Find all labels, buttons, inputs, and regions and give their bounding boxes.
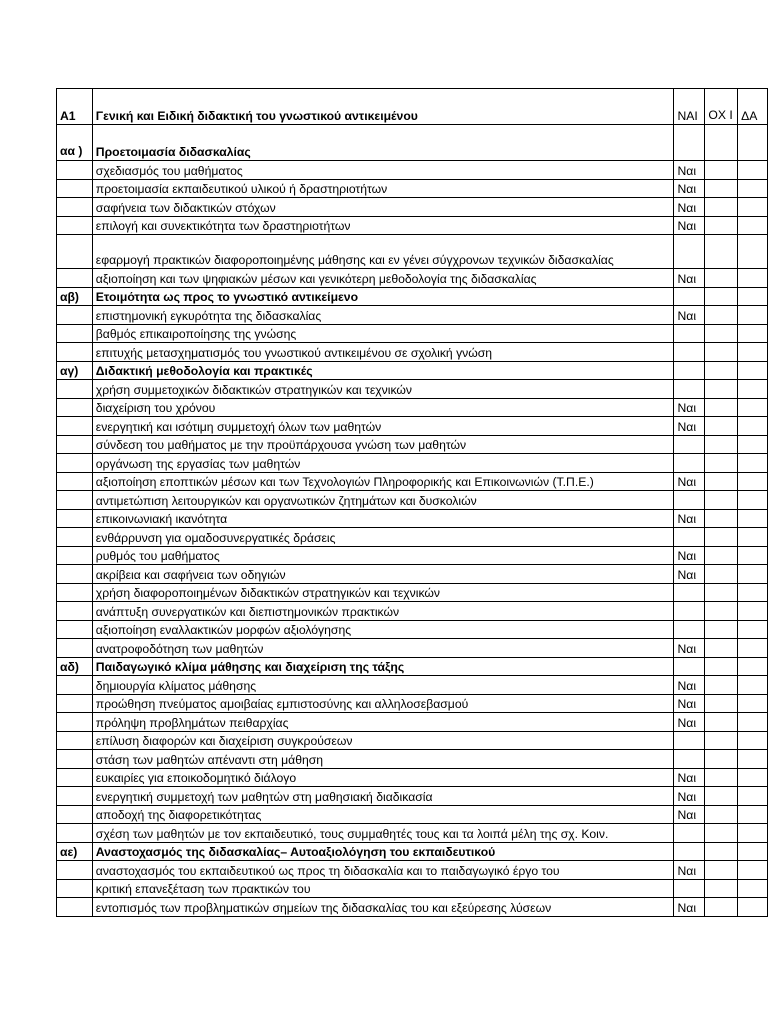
answer-no [705,343,738,362]
table-row [57,491,768,510]
answer-no [705,528,738,547]
answer-na [738,398,768,417]
row-id [57,235,93,269]
criterion-text: διαχείριση του χρόνου [92,398,674,417]
table-row [57,768,768,787]
answer-no [705,216,738,235]
criterion-text: εφαρμογή πρακτικών διαφοροποιημένης μάθησης και εν γένει σύγχρονων τεχνικών διδασκαλίας [92,235,674,269]
row-id [57,472,93,491]
answer-yes [674,361,705,380]
answer-na [738,269,768,288]
answer-no [705,657,738,676]
criterion-text: στάση των μαθητών απέναντι στη μάθηση [92,750,674,769]
criterion-text: προώθηση πνεύματος αμοιβαίας εμπιστοσύνης και αλληλοσεβασμού [92,694,674,713]
answer-no [705,676,738,695]
answer-yes: Ναι [674,417,705,436]
answer-na [738,528,768,547]
answer-na [738,161,768,180]
answer-yes: Ναι [674,694,705,713]
table-row [57,731,768,750]
answer-yes: Ναι [674,472,705,491]
criterion-text: κριτική επανεξέταση των πρακτικών του [92,879,674,898]
row-id [57,565,93,584]
criterion-text: ενεργητική συμμετοχή των μαθητών στη μαθησιακή διαδικασία [92,787,674,806]
row-id [57,380,93,399]
answer-yes: Ναι [674,161,705,180]
criterion-text: επίλυση διαφορών και διαχείριση συγκρούσεων [92,731,674,750]
answer-yes: Ναι [674,198,705,217]
answer-no [705,509,738,528]
answer-no [705,491,738,510]
table-row [57,750,768,769]
table-row [57,454,768,473]
row-id [57,528,93,547]
row-id [57,731,93,750]
row-id [57,861,93,880]
criterion-text: ανάπτυξη συνεργατικών και διεπιστημονικών πρακτικών [92,602,674,621]
answer-no [705,898,738,917]
answer-na [738,713,768,732]
answer-na [738,546,768,565]
table-row [57,805,768,824]
criterion-text: σαφήνεια των διδακτικών στόχων [92,198,674,217]
answer-na [738,842,768,861]
criterion-text: επιλογή και συνεκτικότητα των δραστηριοτήτων [92,216,674,235]
answer-na [738,361,768,380]
header-no: ΟΧ Ι [705,89,738,125]
answer-no [705,639,738,658]
section-title: Αναστοχασμός της διδασκαλίας– Αυτοαξιολόγηση του εκπαιδευτικού [92,842,674,861]
answer-na [738,509,768,528]
answer-yes: Ναι [674,861,705,880]
answer-na [738,898,768,917]
table-row [57,861,768,880]
answer-na [738,306,768,325]
answer-yes [674,125,705,161]
answer-yes: Ναι [674,306,705,325]
row-id [57,161,93,180]
answer-no [705,361,738,380]
table-row [57,713,768,732]
answer-no [705,435,738,454]
section-row [57,125,768,161]
criterion-text: αναστοχασμός του εκπαιδευτικού ως προς τη διδασκαλία και το παιδαγωγικό έργο του [92,861,674,880]
header-title: Γενική και Ειδική διδακτική του γνωστικού αντικειμένου [92,89,674,125]
answer-no [705,269,738,288]
row-id [57,824,93,843]
answer-yes [674,454,705,473]
answer-na [738,435,768,454]
evaluation-table [56,88,768,917]
answer-no [705,861,738,880]
criterion-text: επικοινωνιακή ικανότητα [92,509,674,528]
table-row [57,676,768,695]
criterion-text: επιστημονική εγκυρότητα της διδασκαλίας [92,306,674,325]
answer-yes: Ναι [674,676,705,695]
row-id [57,602,93,621]
answer-na [738,639,768,658]
answer-no [705,324,738,343]
answer-na [738,417,768,436]
table-row [57,898,768,917]
row-id [57,216,93,235]
answer-yes [674,435,705,454]
table-row [57,787,768,806]
answer-na [738,768,768,787]
criterion-text: σχέση των μαθητών με τον εκπαιδευτικό, τους συμμαθητές τους και τα λοιπά μέλη της σχ. Κοιν. [92,824,674,843]
table-row [57,269,768,288]
answer-na [738,731,768,750]
answer-yes [674,602,705,621]
header-row [57,89,768,125]
answer-na [738,324,768,343]
answer-yes: Ναι [674,269,705,288]
answer-yes [674,287,705,306]
answer-yes [674,824,705,843]
answer-na [738,657,768,676]
answer-na [738,824,768,843]
criterion-text: σχεδιασμός του μαθήματος [92,161,674,180]
answer-no [705,583,738,602]
section-row [57,287,768,306]
row-id [57,417,93,436]
row-id [57,694,93,713]
table-row [57,216,768,235]
row-id: αδ) [57,657,93,676]
table-row [57,324,768,343]
answer-na [738,694,768,713]
criterion-text: χρήση διαφοροποιημένων διδακτικών στρατηγικών και τεχνικών [92,583,674,602]
answer-yes [674,620,705,639]
answer-yes [674,324,705,343]
answer-no [705,713,738,732]
answer-yes: Ναι [674,546,705,565]
answer-na [738,583,768,602]
answer-no [705,842,738,861]
criterion-text: ανατροφοδότηση των μαθητών [92,639,674,658]
answer-na [738,861,768,880]
table-row [57,620,768,639]
table-row [57,472,768,491]
section-title: Ετοιμότητα ως προς το γνωστικό αντικείμενο [92,287,674,306]
answer-no [705,161,738,180]
table-row [57,306,768,325]
criterion-text: χρήση συμμετοχικών διδακτικών στρατηγικών και τεχνικών [92,380,674,399]
answer-na [738,787,768,806]
criterion-text: βαθμός επικαιροποίησης της γνώσης [92,324,674,343]
answer-yes [674,657,705,676]
criterion-text: αξιοποίηση εποπτικών μέσων και των Τεχνολογιών Πληροφορικής και Επικοινωνιών (Τ.Π.Ε.) [92,472,674,491]
row-id: αβ) [57,287,93,306]
answer-yes [674,528,705,547]
answer-no [705,306,738,325]
section-title: Προετοιμασία διδασκαλίας [92,125,674,161]
answer-yes [674,731,705,750]
header-na: ΔΑ [738,89,768,125]
answer-yes: Ναι [674,398,705,417]
row-id [57,898,93,917]
table-row [57,602,768,621]
criterion-text: ρυθμός του μαθήματος [92,546,674,565]
table-row [57,565,768,584]
answer-no [705,694,738,713]
row-id: αγ) [57,361,93,380]
table-row [57,380,768,399]
answer-yes [674,583,705,602]
header-yes: ΝΑΙ [674,89,705,125]
answer-yes: Ναι [674,509,705,528]
row-id [57,179,93,198]
row-id [57,546,93,565]
answer-no [705,620,738,639]
row-id [57,491,93,510]
answer-no [705,879,738,898]
answer-yes: Ναι [674,565,705,584]
criterion-text: αξιοποίηση εναλλακτικών μορφών αξιολόγησης [92,620,674,639]
answer-no [705,287,738,306]
table-row [57,161,768,180]
answer-no [705,787,738,806]
table-row [57,435,768,454]
answer-yes: Ναι [674,768,705,787]
answer-yes [674,750,705,769]
answer-yes [674,491,705,510]
criterion-text: αξιοποίηση και των ψηφιακών μέσων και γενικότερη μεθοδολογία της διδασκαλίας [92,269,674,288]
row-id [57,454,93,473]
row-id [57,639,93,658]
criterion-text: εντοπισμός των προβληματικών σημείων της διδασκαλίας του και εξεύρεσης λύσεων [92,898,674,917]
answer-yes: Ναι [674,216,705,235]
answer-no [705,546,738,565]
criterion-text: ενθάρρυνση για ομαδοσυνεργατικές δράσεις [92,528,674,547]
section-row [57,842,768,861]
answer-na [738,125,768,161]
table-row [57,639,768,658]
row-id [57,805,93,824]
table-row [57,546,768,565]
answer-yes: Ναι [674,805,705,824]
criterion-text: ακρίβεια και σαφήνεια των οδηγιών [92,565,674,584]
header-id: Α1 [57,89,93,125]
row-id [57,583,93,602]
answer-na [738,454,768,473]
row-id [57,398,93,417]
answer-no [705,750,738,769]
answer-na [738,472,768,491]
answer-na [738,380,768,399]
answer-no [705,824,738,843]
answer-yes [674,380,705,399]
row-id [57,435,93,454]
answer-yes: Ναι [674,898,705,917]
answer-na [738,491,768,510]
answer-yes: Ναι [674,179,705,198]
section-row [57,657,768,676]
row-id: αε) [57,842,93,861]
table-row [57,528,768,547]
answer-yes [674,343,705,362]
criterion-text: αποδοχή της διαφορετικότητας [92,805,674,824]
table-row [57,879,768,898]
answer-no [705,731,738,750]
row-id [57,306,93,325]
criterion-text: οργάνωση της εργασίας των μαθητών [92,454,674,473]
row-id [57,713,93,732]
criterion-text: προετοιμασία εκπαιδευτικού υλικού ή δραστηριοτήτων [92,179,674,198]
answer-no [705,125,738,161]
answer-yes: Ναι [674,639,705,658]
table-row [57,235,768,269]
table-row [57,824,768,843]
answer-no [705,454,738,473]
criterion-text: σύνδεση του μαθήματος με την προϋπάρχουσα γνώση των μαθητών [92,435,674,454]
row-id [57,324,93,343]
answer-no [705,417,738,436]
answer-na [738,805,768,824]
answer-na [738,620,768,639]
row-id [57,509,93,528]
table-row [57,179,768,198]
row-id [57,620,93,639]
answer-no [705,380,738,399]
answer-na [738,750,768,769]
answer-yes [674,842,705,861]
section-title: Παιδαγωγικό κλίμα μάθησης και διαχείριση της τάξης [92,657,674,676]
answer-na [738,565,768,584]
section-row [57,361,768,380]
table-row [57,343,768,362]
answer-no [705,768,738,787]
table-row [57,198,768,217]
answer-na [738,179,768,198]
table-row [57,583,768,602]
answer-na [738,879,768,898]
row-id [57,676,93,695]
answer-yes [674,879,705,898]
answer-na [738,287,768,306]
answer-no [705,805,738,824]
table-row [57,694,768,713]
answer-na [738,676,768,695]
answer-yes [674,235,705,269]
answer-na [738,198,768,217]
answer-no [705,235,738,269]
answer-na [738,235,768,269]
section-title: Διδακτική μεθοδολογία και πρακτικές [92,361,674,380]
table-row [57,417,768,436]
row-id: αα ) [57,125,93,161]
criterion-text: επιτυχής μετασχηματισμός του γνωστικού αντικειμένου σε σχολική γνώση [92,343,674,362]
answer-na [738,216,768,235]
criterion-text: πρόληψη προβλημάτων πειθαρχίας [92,713,674,732]
answer-yes: Ναι [674,787,705,806]
criterion-text: ενεργητική και ισότιμη συμμετοχή όλων των μαθητών [92,417,674,436]
row-id [57,269,93,288]
answer-yes: Ναι [674,713,705,732]
answer-no [705,198,738,217]
answer-no [705,565,738,584]
row-id [57,198,93,217]
table-row [57,509,768,528]
table-row [57,398,768,417]
row-id [57,787,93,806]
answer-no [705,398,738,417]
criterion-text: ευκαιρίες για εποικοδομητικό διάλογο [92,768,674,787]
answer-no [705,472,738,491]
answer-no [705,602,738,621]
row-id [57,750,93,769]
row-id [57,879,93,898]
criterion-text: δημιουργία κλίματος μάθησης [92,676,674,695]
row-id [57,768,93,787]
answer-na [738,343,768,362]
answer-no [705,179,738,198]
criterion-text: αντιμετώπιση λειτουργικών και οργανωτικών ζητημάτων και δυσκολιών [92,491,674,510]
answer-na [738,602,768,621]
row-id [57,343,93,362]
